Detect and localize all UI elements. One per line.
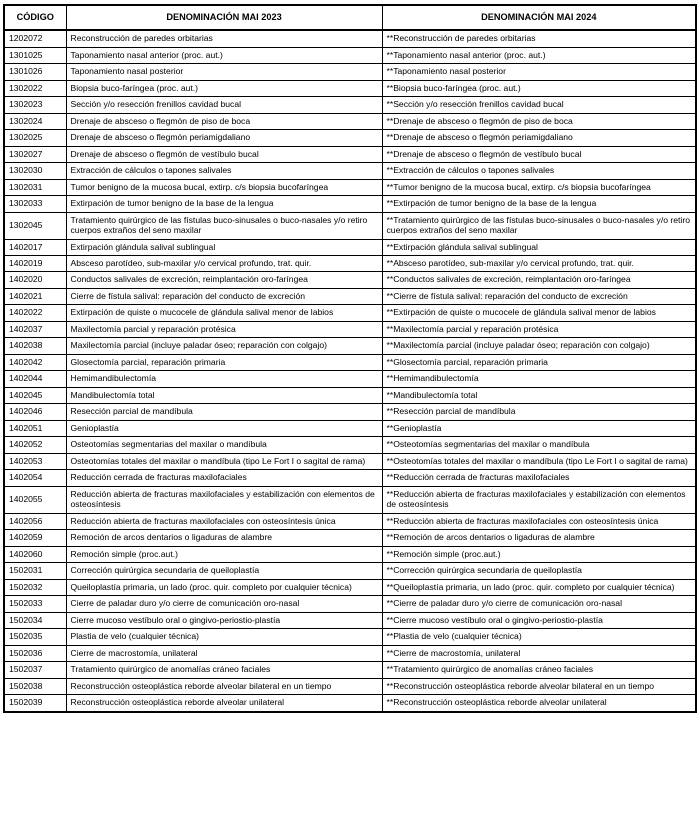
cell-denominacion-2024: **Tratamiento quirúrgico de las fístulas buco-sinusales o buco-nasales y/o retiro cuerpos extraños del seno maxilar (382, 212, 696, 239)
table-row (4, 80, 696, 96)
cell-codigo: 1402020 (4, 272, 66, 288)
table-row (4, 163, 696, 179)
cell-denominacion-2024: **Cierre de macrostomía, unilateral (382, 645, 696, 661)
table-row (4, 437, 696, 453)
cell-denominacion-2024: **Extirpación de quiste o mucocele de glándula salival menor de labios (382, 305, 696, 321)
cell-denominacion-2024: **Reconstrucción de paredes orbitarias (382, 30, 696, 47)
cell-denominacion-2024: **Sección y/o resección frenillos cavidad bucal (382, 97, 696, 113)
table-row (4, 662, 696, 678)
cell-denominacion-2023: Reducción abierta de fracturas maxilofaciales con osteosíntesis única (66, 513, 382, 529)
cell-denominacion-2023: Corrección quirúrgica secundaria de queiloplastía (66, 563, 382, 579)
cell-denominacion-2024: **Absceso parotídeo, sub-maxilar y/o cervical profundo, trat. quir. (382, 256, 696, 272)
cell-denominacion-2024: **Reducción abierta de fracturas maxilofaciales y estabilización con elementos de osteosíntesis (382, 486, 696, 513)
table-row (4, 354, 696, 370)
cell-denominacion-2023: Drenaje de absceso o flegmón periamigdaliano (66, 130, 382, 146)
cell-denominacion-2023: Taponamiento nasal posterior (66, 64, 382, 80)
table-row (4, 64, 696, 80)
table-row (4, 30, 696, 47)
table-row (4, 97, 696, 113)
cell-codigo: 1502033 (4, 596, 66, 612)
cell-denominacion-2024: **Drenaje de absceso o flegmón de vestíbulo bucal (382, 146, 696, 162)
cell-codigo: 1502034 (4, 612, 66, 628)
cell-denominacion-2024: **Taponamiento nasal posterior (382, 64, 696, 80)
table-row (4, 321, 696, 337)
cell-codigo: 1402021 (4, 288, 66, 304)
cell-denominacion-2023: Hemimandibulectomía (66, 371, 382, 387)
cell-denominacion-2023: Extirpación de tumor benigno de la base de la lengua (66, 196, 382, 212)
cell-codigo: 1302030 (4, 163, 66, 179)
table-row (4, 338, 696, 354)
cell-codigo: 1402019 (4, 256, 66, 272)
cell-denominacion-2023: Remoción simple (proc.aut.) (66, 546, 382, 562)
cell-codigo: 1301026 (4, 64, 66, 80)
cell-denominacion-2023: Remoción de arcos dentarios o ligaduras de alambre (66, 530, 382, 546)
cell-codigo: 1502036 (4, 645, 66, 661)
cell-codigo: 1502037 (4, 662, 66, 678)
cell-denominacion-2023: Mandibulectomía total (66, 387, 382, 403)
cell-denominacion-2024: **Plastia de velo (cualquier técnica) (382, 629, 696, 645)
table-row (4, 612, 696, 628)
cell-codigo: 1302033 (4, 196, 66, 212)
cell-denominacion-2024: **Taponamiento nasal anterior (proc. aut.) (382, 47, 696, 63)
cell-denominacion-2023: Extracción de cálculos o tapones salivales (66, 163, 382, 179)
cell-codigo: 1402054 (4, 470, 66, 486)
table-row (4, 288, 696, 304)
table-row (4, 453, 696, 469)
cell-denominacion-2023: Resección parcial de mandíbula (66, 404, 382, 420)
cell-codigo: 1402044 (4, 371, 66, 387)
cell-denominacion-2023: Reconstrucción osteoplástica reborde alveolar unilateral (66, 695, 382, 712)
cell-denominacion-2023: Conductos salivales de excreción, reimplantación oro-faríngea (66, 272, 382, 288)
cell-denominacion-2024: **Cierre mucoso vestíbulo oral o gingivo-periostio-plastía (382, 612, 696, 628)
cell-codigo: 1202072 (4, 30, 66, 47)
cell-denominacion-2024: **Reconstrucción osteoplástica reborde alveolar unilateral (382, 695, 696, 712)
cell-denominacion-2023: Plastia de velo (cualquier técnica) (66, 629, 382, 645)
cell-denominacion-2024: **Remoción de arcos dentarios o ligaduras de alambre (382, 530, 696, 546)
table-row (4, 256, 696, 272)
cell-denominacion-2023: Reducción cerrada de fracturas maxilofaciales (66, 470, 382, 486)
cell-codigo: 1302022 (4, 80, 66, 96)
cell-codigo: 1402051 (4, 420, 66, 436)
cell-denominacion-2024: **Drenaje de absceso o flegmón periamigdaliano (382, 130, 696, 146)
cell-codigo: 1402037 (4, 321, 66, 337)
table-row (4, 113, 696, 129)
cell-codigo: 1402042 (4, 354, 66, 370)
cell-denominacion-2024: **Extracción de cálculos o tapones salivales (382, 163, 696, 179)
codes-table (3, 4, 697, 713)
cell-denominacion-2023: Cierre mucoso vestíbulo oral o gingivo-periostio-plastía (66, 612, 382, 628)
cell-denominacion-2024: **Hemimandibulectomía (382, 371, 696, 387)
cell-denominacion-2024: **Tratamiento quirúrgico de anomalías cráneo faciales (382, 662, 696, 678)
cell-codigo: 1302045 (4, 212, 66, 239)
cell-denominacion-2023: Drenaje de absceso o flegmón de vestíbulo bucal (66, 146, 382, 162)
table-row (4, 239, 696, 255)
cell-denominacion-2024: **Corrección quirúrgica secundaria de queiloplastía (382, 563, 696, 579)
column-header-codigo: CÓDIGO (4, 5, 66, 30)
cell-codigo: 1402059 (4, 530, 66, 546)
table-row (4, 678, 696, 694)
cell-denominacion-2024: **Extirpación glándula salival sublingual (382, 239, 696, 255)
cell-denominacion-2023: Genioplastía (66, 420, 382, 436)
cell-codigo: 1402022 (4, 305, 66, 321)
cell-codigo: 1302027 (4, 146, 66, 162)
cell-denominacion-2023: Maxilectomía parcial y reparación protésica (66, 321, 382, 337)
cell-denominacion-2023: Tratamiento quirúrgico de anomalías cráneo faciales (66, 662, 382, 678)
table-row (4, 179, 696, 195)
cell-denominacion-2024: **Remoción simple (proc.aut.) (382, 546, 696, 562)
cell-denominacion-2023: Sección y/o resección frenillos cavidad bucal (66, 97, 382, 113)
cell-denominacion-2023: Extirpación de quiste o mucocele de glándula salival menor de labios (66, 305, 382, 321)
cell-codigo: 1302024 (4, 113, 66, 129)
cell-denominacion-2024: **Osteotomías segmentarias del maxilar o mandíbula (382, 437, 696, 453)
table-row (4, 695, 696, 712)
cell-denominacion-2024: **Glosectomía parcial, reparación primaria (382, 354, 696, 370)
cell-denominacion-2024: **Conductos salivales de excreción, reimplantación oro-faríngea (382, 272, 696, 288)
cell-codigo: 1302023 (4, 97, 66, 113)
table-row (4, 196, 696, 212)
cell-codigo: 1402017 (4, 239, 66, 255)
table-row (4, 420, 696, 436)
cell-codigo: 1402055 (4, 486, 66, 513)
cell-codigo: 1301025 (4, 47, 66, 63)
cell-codigo: 1502032 (4, 579, 66, 595)
cell-denominacion-2023: Reconstrucción de paredes orbitarias (66, 30, 382, 47)
cell-denominacion-2023: Queiloplastía primaria, un lado (proc. quir. completo por cualquier técnica) (66, 579, 382, 595)
cell-codigo: 1402046 (4, 404, 66, 420)
cell-denominacion-2023: Biopsia buco-faríngea (proc. aut.) (66, 80, 382, 96)
cell-codigo: 1402052 (4, 437, 66, 453)
table-row (4, 371, 696, 387)
table-row (4, 579, 696, 595)
table-row (4, 645, 696, 661)
cell-denominacion-2024: **Queiloplastía primaria, un lado (proc. quir. completo por cualquier técnica) (382, 579, 696, 595)
cell-codigo: 1502035 (4, 629, 66, 645)
cell-codigo: 1302025 (4, 130, 66, 146)
cell-denominacion-2024: **Tumor benigno de la mucosa bucal, extirp. c/s biopsia bucofaríngea (382, 179, 696, 195)
cell-denominacion-2023: Cierre de paladar duro y/o cierre de comunicación oro-nasal (66, 596, 382, 612)
table-row (4, 387, 696, 403)
cell-denominacion-2023: Drenaje de absceso o flegmón de piso de boca (66, 113, 382, 129)
table-row (4, 404, 696, 420)
cell-denominacion-2023: Cierre de macrostomía, unilateral (66, 645, 382, 661)
table-row (4, 629, 696, 645)
cell-denominacion-2024: **Cierre de fístula salival: reparación del conducto de excreción (382, 288, 696, 304)
cell-denominacion-2024: **Genioplastía (382, 420, 696, 436)
cell-denominacion-2024: **Maxilectomía parcial y reparación protésica (382, 321, 696, 337)
table-header (4, 5, 696, 30)
cell-codigo: 1402053 (4, 453, 66, 469)
cell-denominacion-2023: Osteotomías totales del maxilar o mandíbula (tipo Le Fort I o sagital de rama) (66, 453, 382, 469)
cell-denominacion-2023: Maxilectomía parcial (incluye paladar óseo; reparación con colgajo) (66, 338, 382, 354)
cell-denominacion-2023: Glosectomía parcial, reparación primaria (66, 354, 382, 370)
table-header-row (4, 5, 696, 30)
cell-denominacion-2024: **Extirpación de tumor benigno de la base de la lengua (382, 196, 696, 212)
table-row (4, 546, 696, 562)
column-header-denominacion-2023: DENOMINACIÓN MAI 2023 (66, 5, 382, 30)
cell-codigo: 1402056 (4, 513, 66, 529)
cell-denominacion-2023: Reconstrucción osteoplástica reborde alveolar bilateral en un tiempo (66, 678, 382, 694)
table-row (4, 212, 696, 239)
cell-codigo: 1302031 (4, 179, 66, 195)
cell-denominacion-2024: **Reconstrucción osteoplástica reborde alveolar bilateral en un tiempo (382, 678, 696, 694)
column-header-denominacion-2024: DENOMINACIÓN MAI 2024 (382, 5, 696, 30)
cell-denominacion-2024: **Cierre de paladar duro y/o cierre de comunicación oro-nasal (382, 596, 696, 612)
cell-codigo: 1402038 (4, 338, 66, 354)
cell-denominacion-2024: **Drenaje de absceso o flegmón de piso de boca (382, 113, 696, 129)
cell-denominacion-2023: Reducción abierta de fracturas maxilofaciales y estabilización con elementos de osteosíntesis (66, 486, 382, 513)
cell-denominacion-2024: **Osteotomías totales del maxilar o mandíbula (tipo Le Fort I o sagital de rama) (382, 453, 696, 469)
cell-denominacion-2023: Extirpación glándula salival sublingual (66, 239, 382, 255)
cell-codigo: 1402045 (4, 387, 66, 403)
cell-codigo: 1502031 (4, 563, 66, 579)
table-row (4, 305, 696, 321)
cell-codigo: 1502038 (4, 678, 66, 694)
cell-codigo: 1402060 (4, 546, 66, 562)
cell-codigo: 1502039 (4, 695, 66, 712)
cell-denominacion-2023: Cierre de fístula salival: reparación del conducto de excreción (66, 288, 382, 304)
table-row (4, 272, 696, 288)
table-row (4, 47, 696, 63)
cell-denominacion-2024: **Maxilectomía parcial (incluye paladar óseo; reparación con colgajo) (382, 338, 696, 354)
table-row (4, 563, 696, 579)
cell-denominacion-2024: **Reducción cerrada de fracturas maxilofaciales (382, 470, 696, 486)
cell-denominacion-2023: Osteotomías segmentarias del maxilar o mandíbula (66, 437, 382, 453)
cell-denominacion-2024: **Reducción abierta de fracturas maxilofaciales con osteosíntesis única (382, 513, 696, 529)
cell-denominacion-2024: **Resección parcial de mandíbula (382, 404, 696, 420)
table-row (4, 530, 696, 546)
table-row (4, 146, 696, 162)
cell-denominacion-2023: Taponamiento nasal anterior (proc. aut.) (66, 47, 382, 63)
cell-denominacion-2023: Tratamiento quirúrgico de las fístulas buco-sinusales o buco-nasales y/o retiro cuerpos extraños del seno maxilar (66, 212, 382, 239)
table-row (4, 486, 696, 513)
table-row (4, 596, 696, 612)
cell-denominacion-2024: **Biopsia buco-faríngea (proc. aut.) (382, 80, 696, 96)
table-row (4, 470, 696, 486)
cell-denominacion-2023: Absceso parotídeo, sub-maxilar y/o cervical profundo, trat. quir. (66, 256, 382, 272)
table-body (4, 30, 696, 711)
table-row (4, 130, 696, 146)
cell-denominacion-2024: **Mandibulectomía total (382, 387, 696, 403)
cell-denominacion-2023: Tumor benigno de la mucosa bucal, extirp. c/s biopsia bucofaríngea (66, 179, 382, 195)
table-row (4, 513, 696, 529)
